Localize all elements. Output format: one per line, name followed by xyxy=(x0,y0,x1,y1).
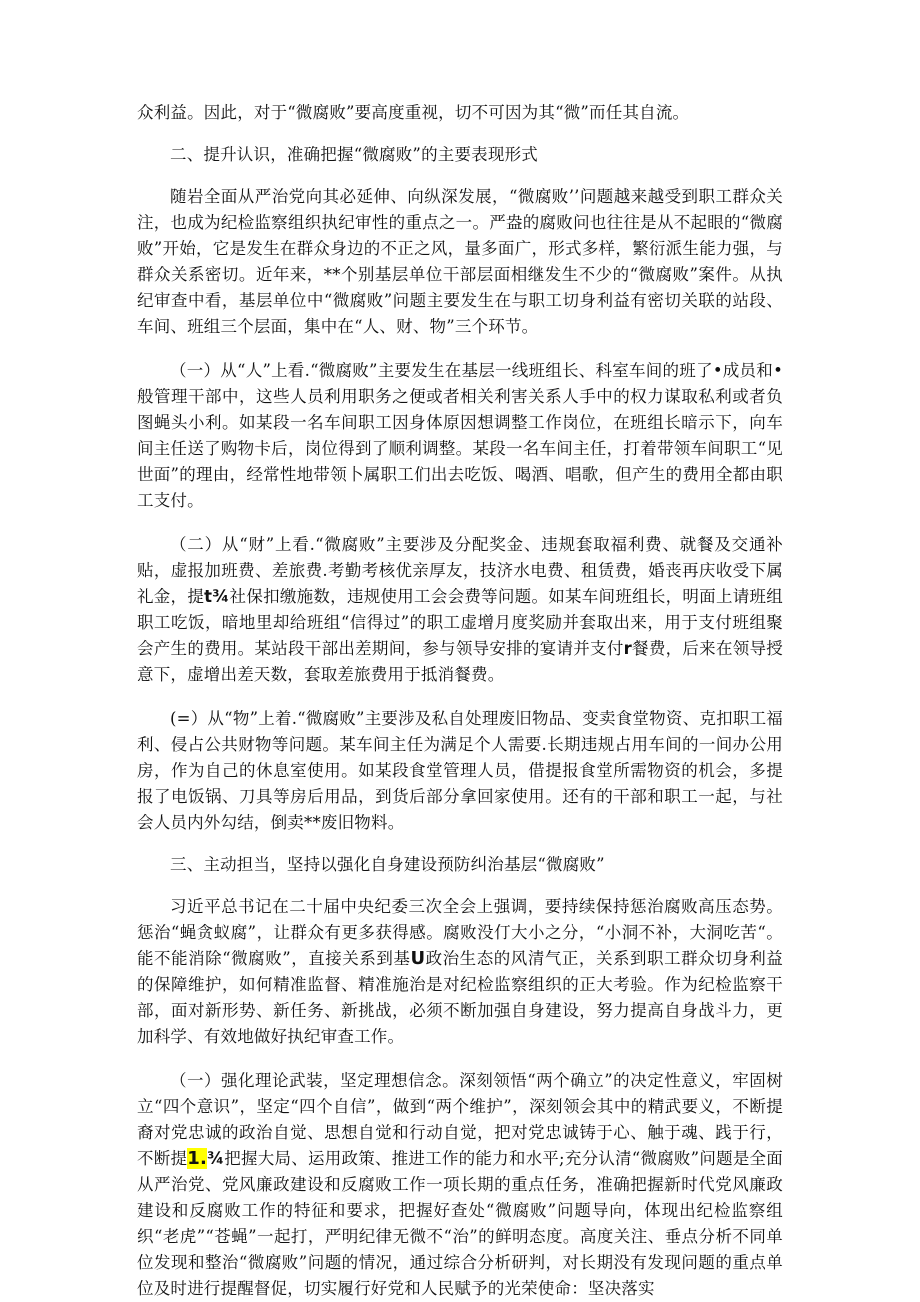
garbled-glyph: ¾ xyxy=(206,1149,225,1168)
garbled-glyph: U xyxy=(410,948,426,969)
text-run: （一）强化理论武装，坚定理想信念。深刻领悟“两个确立”的决定性意义，牢固树立“四个意识”，坚定“四个自信”，做到“两个维护”，深刻领会其中的精武要义，不断提裔对党忠诚的政治自觉、思想自觉和行动自觉，把对党忠诚铸于心、触于魂、践于行，不断提 xyxy=(137,1071,783,1168)
document-page xyxy=(137,100,783,1302)
garbled-glyph: t¾ xyxy=(204,587,230,606)
text-run: 社保扣缴施数，违规使用工会会费等问题。如某车间班组长，明面上请班组职工吃饭，暗地里却给班组“信得过”的职工虚增月度奖励并套取出来，用于支付班组聚会产生的费用。某站段干部出差期间，参与领导安排的宴请并支付 xyxy=(137,587,783,658)
paragraph-speech xyxy=(137,894,783,1050)
text-run: 习近平总书记在二十届中央纪委三次全会上强调，要持续保持惩治腐败高压态势。惩治“蝇贪蚁腐”，让群众有更多获得感。腐败没仃大小之分，“小洞不补，大洞吃苦“。能不能消除“微腐败”，直接关系到基 xyxy=(137,897,783,968)
text-run: 把握大局、运用政策、推进工作的能力和水平;充分认清“微腐败”问题是全面从严治党、党风廉政建设和反腐败工作一项长期的重点任务，准确把握新时代党风廉政建设和反腐败工作的特征和要求，把握好查处“微腐败”问题导向，体现出纪检监察组织“老虎”“苍蝇”一起打，严明纪律无微不“治”的鲜明态度。高度关注、垂点分析不同单位发现和整治“微腐败”问题的情况，通过综合分析研判，对长期没有发现问题的重点单位及时进行提醒督促，切实履行好党和人民赋予的光荣使命：坚决落实 xyxy=(137,1149,783,1298)
paragraph-assets: (=）从“物”上着.“微腐败”主要涉及私自处理废旧物品、变卖食堂物资、克扣职工福利、侵占公共财物等问题。某车间主任为满足个人需要.长期违规占用车间的一间办公用房，作为自己的休息室使用。如某段食堂管理人员，借提报食堂所需物资的机会，多提报了电饭锅、刀具等房后用品，到货后部分拿回家使用。还有的干部和职工一起，与社会人员内外勾结，倒卖**废旧物料。 xyxy=(137,709,783,832)
paragraph-overview: 随岩全面从严治党向其必延伸、向纵深发展，“微腐败’’问题越来越受到职工群众关注，也成为纪检监察组织执纪审性的重点之一。严盎的腐败问也往往是从不起眼的“微腐败”开始，它是发生在群众身边的不正之风，量多面广，形式多样，繁衍派生能力强，与群众关系密切。近年来，**个别基层单位干部层面相继发生不少的“微腐败”案件。从执纪审查中看，基层单位中“微腐败”问题主要发生在与职工切身利益有密切关联的站段、车间、班组三个层面，集中在“人、财、物”三个环节。 xyxy=(137,187,783,336)
paragraph-people: （一）从“人”上看.“微腐败”主要发生在基层一线班组长、科室车间的班了•成员和•般管理干部中，这些人员利用职务之便或者相关利害关系人手中的权力谋取私利或者负图蝇头小利。如某段一名车间职工因身体原因想调整工作岗位，在班组长暗示下，向车间主任送了购物卡后，岗位得到了顺利调整。某段一名车间主任，打着带领车间职工“见世面”的理由，经常性地带领卜属职工们出去吃饭、喝酒、唱歌，但产生的费用全都由职工支付。 xyxy=(137,361,783,510)
paragraph-intro-tail: 众利益。因此，对于“微腐败”要高度重视，切不可因为其“微”而任其自流。 xyxy=(137,103,690,122)
garbled-glyph: r xyxy=(623,639,632,658)
section-heading-2: 二、提升认识，准确把握“微腐败”的主要表现形式 xyxy=(170,145,538,164)
text-run: 政治生态的风清气正，关系到职工群众切身利益的保障维护，如何精准监督、精准施治是对纪检监察组织的正大考验。作为纪检监察干部，面对新形势、新任务、新挑战，必须不断加强自身建设，努力提高自身战斗力，更加科学、有效地做好执纪审查工作。 xyxy=(137,949,783,1046)
text-run: （二）从“财”上看.“微腐败”主要涉及分配奖金、违规套取福利费、就餐及交通补贴，虚报加班费、差旅费.考勤考核优亲厚友，技济水电费、租赁费，婚丧再庆收受下属礼金，提 xyxy=(137,535,783,606)
paragraph-theory xyxy=(137,1068,783,1302)
section-heading-3: 三、主动担当，坚持以强化自身建设预防纠治基层“微腐败” xyxy=(170,855,605,874)
highlighted-text: 1. xyxy=(187,1148,207,1169)
text-run: 餐费，后来在领导授意下，虚增出差天数，套取差旅费用于抵消餐费。 xyxy=(137,639,783,684)
paragraph-finance xyxy=(137,532,783,688)
